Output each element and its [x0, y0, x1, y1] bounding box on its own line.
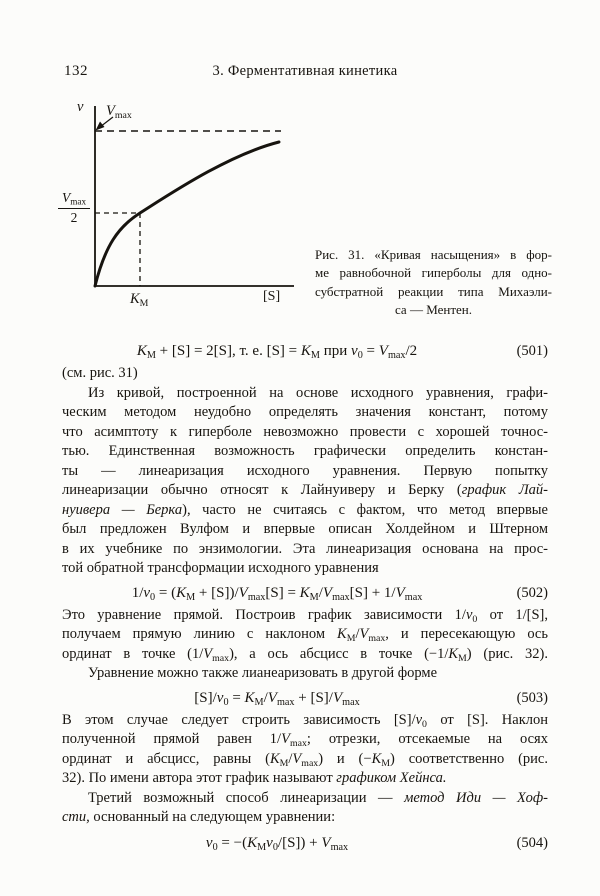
text-run: ) и (− — [318, 750, 372, 767]
text-run: V — [378, 343, 388, 359]
equation-503 — [62, 687, 548, 709]
equation-body — [206, 835, 348, 851]
text-run: 0 — [422, 718, 427, 730]
text-run: М — [257, 841, 267, 853]
text-run: 32). По имени автора этот график называют — [62, 770, 337, 786]
equation-body — [194, 690, 359, 706]
text-run: М — [254, 696, 264, 708]
text-run: сти, — [62, 809, 90, 825]
text-run: /[S]) + — [277, 834, 322, 851]
vmax-label — [106, 104, 132, 121]
text-run: K — [244, 689, 255, 706]
paragraph-line — [62, 711, 548, 731]
paragraph-line — [62, 559, 548, 579]
text-run: v — [143, 584, 151, 601]
text-run: v — [266, 834, 273, 851]
text-run: 0 — [223, 696, 229, 708]
text-run: / — [288, 750, 293, 767]
text-run: полученной прямой равен 1/ — [62, 731, 282, 747]
text-run: [S]/ — [194, 689, 217, 706]
paragraph-1 — [62, 384, 548, 579]
paragraph-line — [62, 403, 548, 423]
km-label — [130, 292, 148, 309]
text-run: = — [228, 689, 245, 706]
text-run: v — [216, 689, 224, 706]
text-run: 0 — [150, 591, 156, 603]
paragraph-line — [62, 481, 548, 501]
text-run: М — [310, 349, 320, 361]
text-run: K — [300, 343, 311, 359]
text-run: Уравнение можно также лианеаризовать в другой форме — [88, 665, 437, 681]
text-run: М — [309, 591, 319, 603]
y-axis-label: v — [77, 99, 84, 115]
text-run: Это уравнение прямой. Построив график зависимости 1/ — [62, 606, 466, 623]
equation-number: (503) — [516, 689, 548, 706]
text-run: max — [387, 349, 406, 361]
text-run: V — [267, 689, 277, 706]
equation-501 — [62, 340, 548, 362]
equation-body — [137, 343, 417, 359]
text-run: max — [247, 591, 266, 603]
text-run: М — [381, 757, 390, 769]
vmax-sub: max — [70, 196, 87, 207]
text-run: 1/ — [131, 584, 144, 601]
text-run: ординат и абсцисс, равны ( — [62, 750, 270, 767]
text-run: max — [276, 696, 295, 708]
text-run: ), а ось абсцисс в точке (−1/ — [229, 645, 449, 662]
text-run: /2 — [405, 343, 418, 359]
vmax-base: V — [62, 190, 71, 205]
text-run: max — [330, 841, 349, 853]
text-run: V — [203, 645, 213, 662]
chapter-header: 3. Ферментативная кинетика — [212, 63, 398, 79]
vmax-sub: max — [114, 109, 132, 121]
text-run: ты — линеаризация исходного уравнения. Первую попытку — [62, 462, 548, 479]
text-run: + [S] = 2[S], т. е. [S] = — [155, 343, 301, 359]
text-run: V — [332, 689, 343, 706]
caption-line: Рис. 31. «Кривая насыщения» в фор- — [315, 247, 552, 262]
text-run: М — [146, 349, 156, 361]
text-run: в их учебнике по энзимологии. Эта линеаризация основана на прос- — [62, 540, 548, 557]
paragraph-line — [62, 769, 548, 789]
text-run: основанный на следующем уравнении: — [89, 809, 336, 825]
text-run: график Лай- — [461, 482, 548, 498]
paragraph-line — [62, 645, 548, 665]
text-run: ческим методом неудобно определять значения констант, потому — [62, 404, 548, 420]
vmax-base: V — [106, 103, 115, 119]
km-sub: М — [139, 297, 149, 309]
text-run: Третий возможный способ линеаризации — — [88, 789, 405, 806]
caption-line: ме равнобочной гиперболы для одно- — [315, 265, 552, 281]
text-run: = −( — [217, 834, 248, 851]
paragraph-line — [62, 606, 548, 626]
text-run: + [S]/ — [294, 689, 333, 706]
text-run: М — [279, 757, 289, 769]
paragraph-line — [62, 750, 548, 770]
vmax-pointer-arrowhead — [96, 122, 105, 131]
paragraph-2 — [62, 606, 548, 665]
caption-line: субстратной реакции типа Михаэли- — [315, 283, 552, 299]
paragraph-3 — [62, 664, 548, 684]
text-run: K — [371, 750, 382, 767]
text-run: v — [415, 711, 423, 728]
text-run: ) соответственно (рис. — [390, 750, 548, 767]
text-run: max — [289, 737, 307, 749]
equation-body — [132, 585, 423, 601]
paragraph-line — [62, 808, 548, 828]
paragraph-line — [62, 462, 548, 482]
text-run: 0 — [472, 613, 478, 625]
equation-number: (504) — [516, 834, 548, 851]
equation-number: (501) — [516, 343, 548, 359]
text-run: + [S])/ — [195, 584, 239, 601]
text-run: что асимптоту к гиперболе невозможно провести с хорошей точнос- — [62, 423, 548, 440]
km-base: K — [130, 291, 140, 307]
text-run: V — [281, 731, 290, 747]
text-run: V — [321, 834, 331, 851]
text-run: М — [186, 591, 196, 603]
text-run: [S] + 1/ — [349, 584, 396, 601]
text-run: Из кривой, построенной на основе исходного уравнения, графи- — [88, 384, 548, 401]
text-run: max — [368, 632, 386, 644]
paragraph-line — [62, 625, 548, 645]
text-run: V — [292, 750, 302, 767]
text-run: K — [269, 750, 280, 767]
page-number: 132 — [64, 63, 88, 79]
text-run: max — [212, 652, 230, 664]
paragraph-line — [62, 520, 548, 540]
text-run: получаем прямую линию с наклоном — [62, 626, 338, 642]
paragraph-line — [62, 501, 548, 521]
text-column — [62, 340, 548, 856]
text-run: K — [176, 584, 187, 601]
text-run: = ( — [155, 584, 177, 601]
paragraph-4 — [62, 711, 548, 789]
text-run: М — [346, 632, 356, 644]
text-run: [S] = — [265, 584, 300, 601]
text-run: той обратной трансформации исходного уравнения — [62, 560, 379, 576]
see-figure-note: (см. рис. 31) — [62, 365, 138, 381]
paragraph-line — [62, 540, 548, 560]
text-run: ; отрезки, отсекаемые на осях — [306, 731, 548, 747]
figure-caption — [315, 246, 552, 320]
text-run: max — [332, 591, 350, 603]
paragraph-line — [62, 384, 548, 404]
equation-number: (502) — [516, 584, 548, 601]
paragraph-line — [62, 442, 548, 462]
text-run: V — [238, 584, 248, 601]
figure-31 — [58, 100, 308, 315]
text-run: V — [322, 584, 333, 601]
text-run: K — [448, 645, 459, 662]
text-run: ординат в точке (1/ — [62, 645, 204, 662]
text-run: М — [458, 652, 467, 664]
paragraph-5 — [62, 789, 548, 828]
text-run: max — [301, 757, 319, 769]
fraction-numerator — [58, 190, 90, 209]
text-run: 0 — [272, 841, 278, 853]
caption-line: са — Ментен. — [395, 302, 472, 318]
text-run: нуивера — Берка — [62, 501, 183, 518]
text-run: метод Иди — Хоф- — [404, 789, 548, 806]
text-run: ), часто не считаясь с фактом, что метод впервые — [182, 501, 548, 518]
paragraph-line — [62, 789, 548, 809]
text-run: V — [395, 584, 405, 601]
text-run: K — [136, 343, 147, 359]
text-run: от [S]. Наклон — [426, 711, 548, 728]
saturation-curve-plot — [58, 100, 308, 315]
equation-504 — [62, 832, 548, 854]
text-run: 0 — [212, 841, 218, 853]
text-run: В этом случае следует строить зависимость [S]/ — [62, 711, 416, 728]
text-run: / — [263, 689, 268, 706]
text-run: K — [247, 834, 258, 851]
equation-502 — [62, 582, 548, 604]
text-run: , и пересекающую ось — [385, 626, 548, 642]
text-run: K — [299, 584, 310, 601]
text-run: v — [351, 343, 358, 359]
text-run: тью. Единственная возможность графически определить констан- — [62, 443, 548, 459]
text-run: K — [337, 626, 347, 642]
text-run: ) (рис. 32). — [466, 645, 548, 662]
text-run: max — [404, 591, 423, 603]
x-axis-label: [S] — [263, 289, 281, 304]
text-run: / — [318, 584, 323, 601]
paragraph-line — [62, 664, 548, 684]
text-run: при — [319, 343, 352, 359]
half-vmax-fraction-label — [58, 190, 90, 226]
text-run: 0 — [357, 349, 363, 361]
text-run: v — [465, 606, 473, 623]
michaelis-menten-curve — [95, 142, 279, 286]
paragraph-line — [62, 423, 548, 443]
text-run: = — [362, 343, 379, 359]
text-run: v — [205, 834, 213, 851]
fraction-denominator: 2 — [70, 210, 78, 226]
text-run: max — [342, 696, 360, 708]
text-run: линеаризации обычно относят к Лайнуиверу и Берку ( — [62, 482, 462, 498]
text-run: был предложен Вулфом и впервые описан Холдейном и Штерном — [62, 521, 548, 537]
text-run: графиком Хейнса. — [336, 770, 447, 786]
text-run: от 1/[S], — [477, 606, 548, 623]
text-run: / — [355, 626, 360, 642]
text-run: V — [359, 626, 369, 642]
paragraph-line — [62, 730, 548, 750]
